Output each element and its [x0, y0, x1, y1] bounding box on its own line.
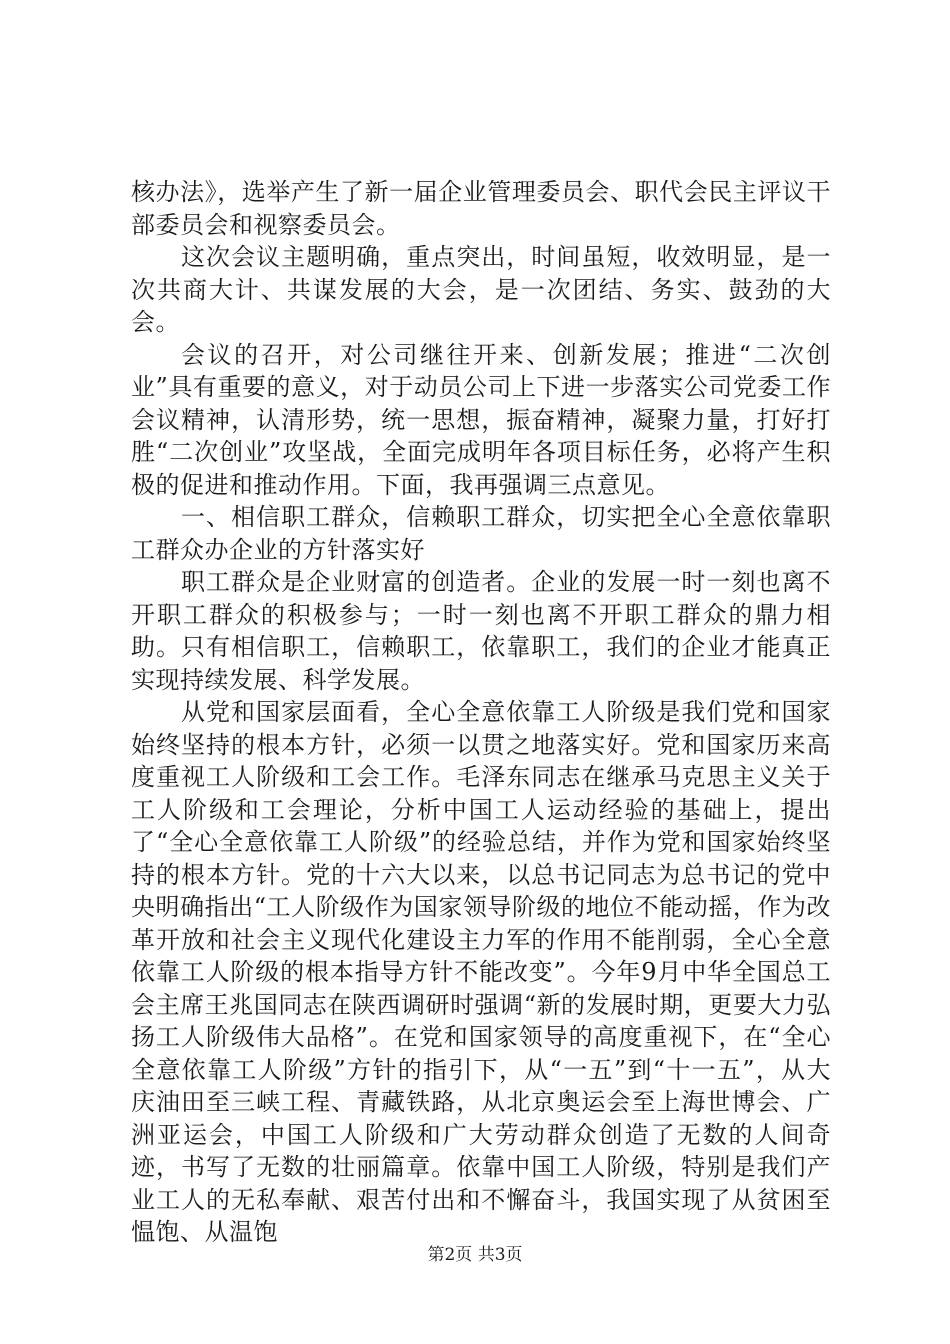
paragraph-workers-creators: 职工群众是企业财富的创造者。企业的发展一时一刻也离不开职工群众的积极参与；一时一刻也离不开职工群众的鼎力相助。只有相信职工，信赖职工，依靠职工，我们的企业才能真正实现持续发展、科学发展。	[131, 568, 831, 694]
paragraph-continuation: 核办法》，选举产生了新一届企业管理委员会、职代会民主评议干部委员会和视察委员会。	[131, 178, 831, 239]
document-body	[131, 176, 831, 1249]
paragraph-meeting-summary: 这次会议主题明确，重点突出，时间虽短，收效明显，是一次共商大计、共谋发展的大会，是一次团结、务实、鼓劲的大会。	[131, 243, 831, 336]
section-heading-one: 一、相信职工群众，信赖职工群众，切实把全心全意依靠职工群众办企业的方针落实好	[131, 503, 831, 564]
paragraph-meeting-significance: 会议的召开，对公司继往开来、创新发展；推进“二次创业”具有重要的意义，对于动员公司上下进一步落实公司党委工作会议精神，认清形势，统一思想，振奋精神，凝聚力量，打好打胜“二次创业”攻坚战，全面完成明年各项目标任务，必将产生积极的促进和推动作用。下面，我再强调三点意见。	[131, 340, 831, 499]
page-number-footer: 第2页 共3页	[427, 1245, 523, 1265]
paragraph-party-and-state: 从党和国家层面看，全心全意依靠工人阶级是我们党和国家始终坚持的根本方针，必须一以贯之地落实好。党和国家历来高度重视工人阶级和工会工作。毛泽东同志在继承马克思主义关于工人阶级和工会理论，分析中国工人运动经验的基础上，提出了“全心全意依靠工人阶级”的经验总结，并作为党和国家始终坚持的根本方针。党的十六大以来，以总书记同志为总书记的党中央明确指出“工人阶级作为国家领导阶级的地位不能动摇，作为改革开放和社会主义现代化建设主力军的作用不能削弱，全心全意依靠工人阶级的根本指导方针不能改变”。今年9月中华全国总工会主席王兆国同志在陕西调研时强调“新的发展时期，更要大力弘扬工人阶级伟大品格”。在党和国家领导的高度重视下，在“全心全意依靠工人阶级”方针的指引下，从“一五”到“十一五”，从大庆油田至三峡工程、青藏铁路，从北京奥运会至上海世博会、广洲亚运会，中国工人阶级和广大劳动群众创造了无数的人间奇迹，书写了无数的壮丽篇章。依靠中国工人阶级，特别是我们产业工人的无私奉献、艰苦付出和不懈奋斗，我国实现了从贫困至愠饱、从温饱	[131, 698, 831, 1246]
